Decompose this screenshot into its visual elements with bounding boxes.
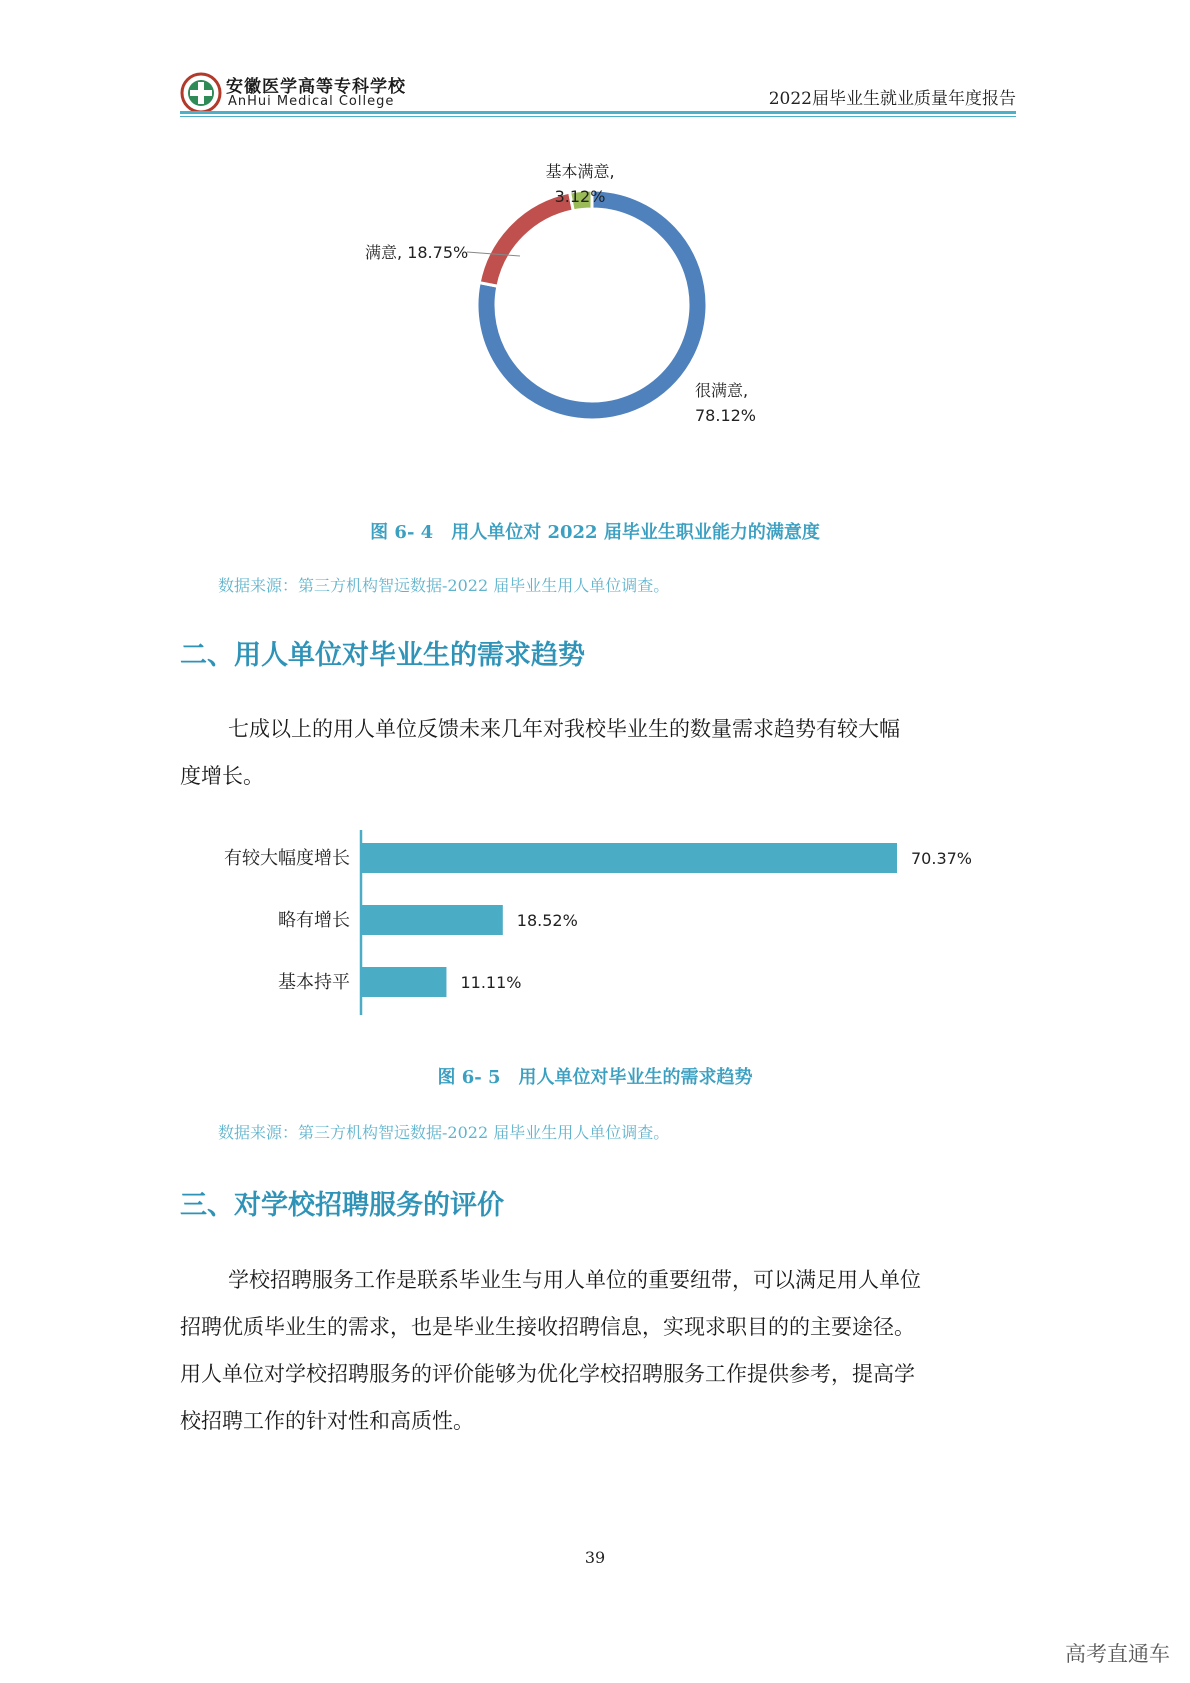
- donut-slice-1: [479, 192, 573, 286]
- figure-source-6-4: 数据来源：第三方机构智远数据-2022 届毕业生用人单位调查。: [218, 576, 670, 595]
- paragraph-line: 校招聘工作的针对性和高质性。: [180, 1409, 474, 1433]
- paragraph-line: 招聘优质毕业生的需求，也是毕业生接收招聘信息，实现求职目的的主要途径。: [180, 1315, 915, 1339]
- bar-value-label-0: 70.37%: [911, 849, 973, 868]
- page-number: 39: [584, 1548, 606, 1567]
- slice-value-basic: 3.12%: [554, 187, 606, 206]
- bar-chart-demand-trend: [180, 825, 1016, 1020]
- header-rule-thin: [180, 116, 1016, 117]
- watermark: 高考直通车: [1065, 1642, 1170, 1666]
- school-emblem-icon: [180, 72, 222, 114]
- slice-value-very-satisfied: 78.12%: [695, 406, 757, 425]
- bar-2: [362, 967, 446, 997]
- slice-label-satisfied: 满意, 18.75%: [365, 243, 469, 262]
- bar-1: [362, 905, 503, 935]
- school-name-cn: 安徽医学高等专科学校: [226, 77, 406, 97]
- header-rule: [180, 111, 1016, 114]
- section-paragraph-recruitment: [180, 1257, 1016, 1445]
- section-heading-recruitment: 三、对学校招聘服务的评价: [180, 1190, 504, 1221]
- bar-value-label-1: 18.52%: [516, 911, 578, 930]
- paragraph-line: 七成以上的用人单位反馈未来几年对我校毕业生的数量需求趋势有较大幅: [228, 717, 900, 741]
- slice-label-very-satisfied: 很满意,: [695, 381, 749, 400]
- donut-chart-satisfaction: [330, 150, 830, 460]
- figure-caption-6-5: 图 6- 5 用人单位对毕业生的需求趋势: [437, 1067, 753, 1088]
- bar-category-label-0: 有较大幅度增长: [224, 848, 350, 869]
- paragraph-line: 学校招聘服务工作是联系毕业生与用人单位的重要纽带，可以满足用人单位: [228, 1268, 921, 1292]
- bar-category-label-1: 略有增长: [278, 910, 350, 931]
- school-name-en: AnHui Medical College: [228, 94, 395, 109]
- section-paragraph-demand: [180, 706, 1016, 800]
- section-heading-demand: 二、用人单位对毕业生的需求趋势: [180, 640, 585, 671]
- figure-caption-6-4: 图 6- 4 用人单位对 2022 届毕业生职业能力的满意度: [370, 522, 820, 543]
- bar-category-label-2: 基本持平: [278, 972, 350, 993]
- page-header: [180, 68, 1016, 114]
- paragraph-line: 用人单位对学校招聘服务的评价能够为优化学校招聘服务工作提供参考，提高学: [180, 1362, 915, 1386]
- bar-0: [362, 843, 897, 873]
- report-title: 2022届毕业生就业质量年度报告: [768, 89, 1016, 109]
- paragraph-line: 度增长。: [180, 764, 264, 788]
- figure-source-6-5: 数据来源：第三方机构智远数据-2022 届毕业生用人单位调查。: [218, 1123, 670, 1142]
- bar-value-label-2: 11.11%: [460, 973, 522, 992]
- slice-label-basic: 基本满意,: [545, 162, 615, 181]
